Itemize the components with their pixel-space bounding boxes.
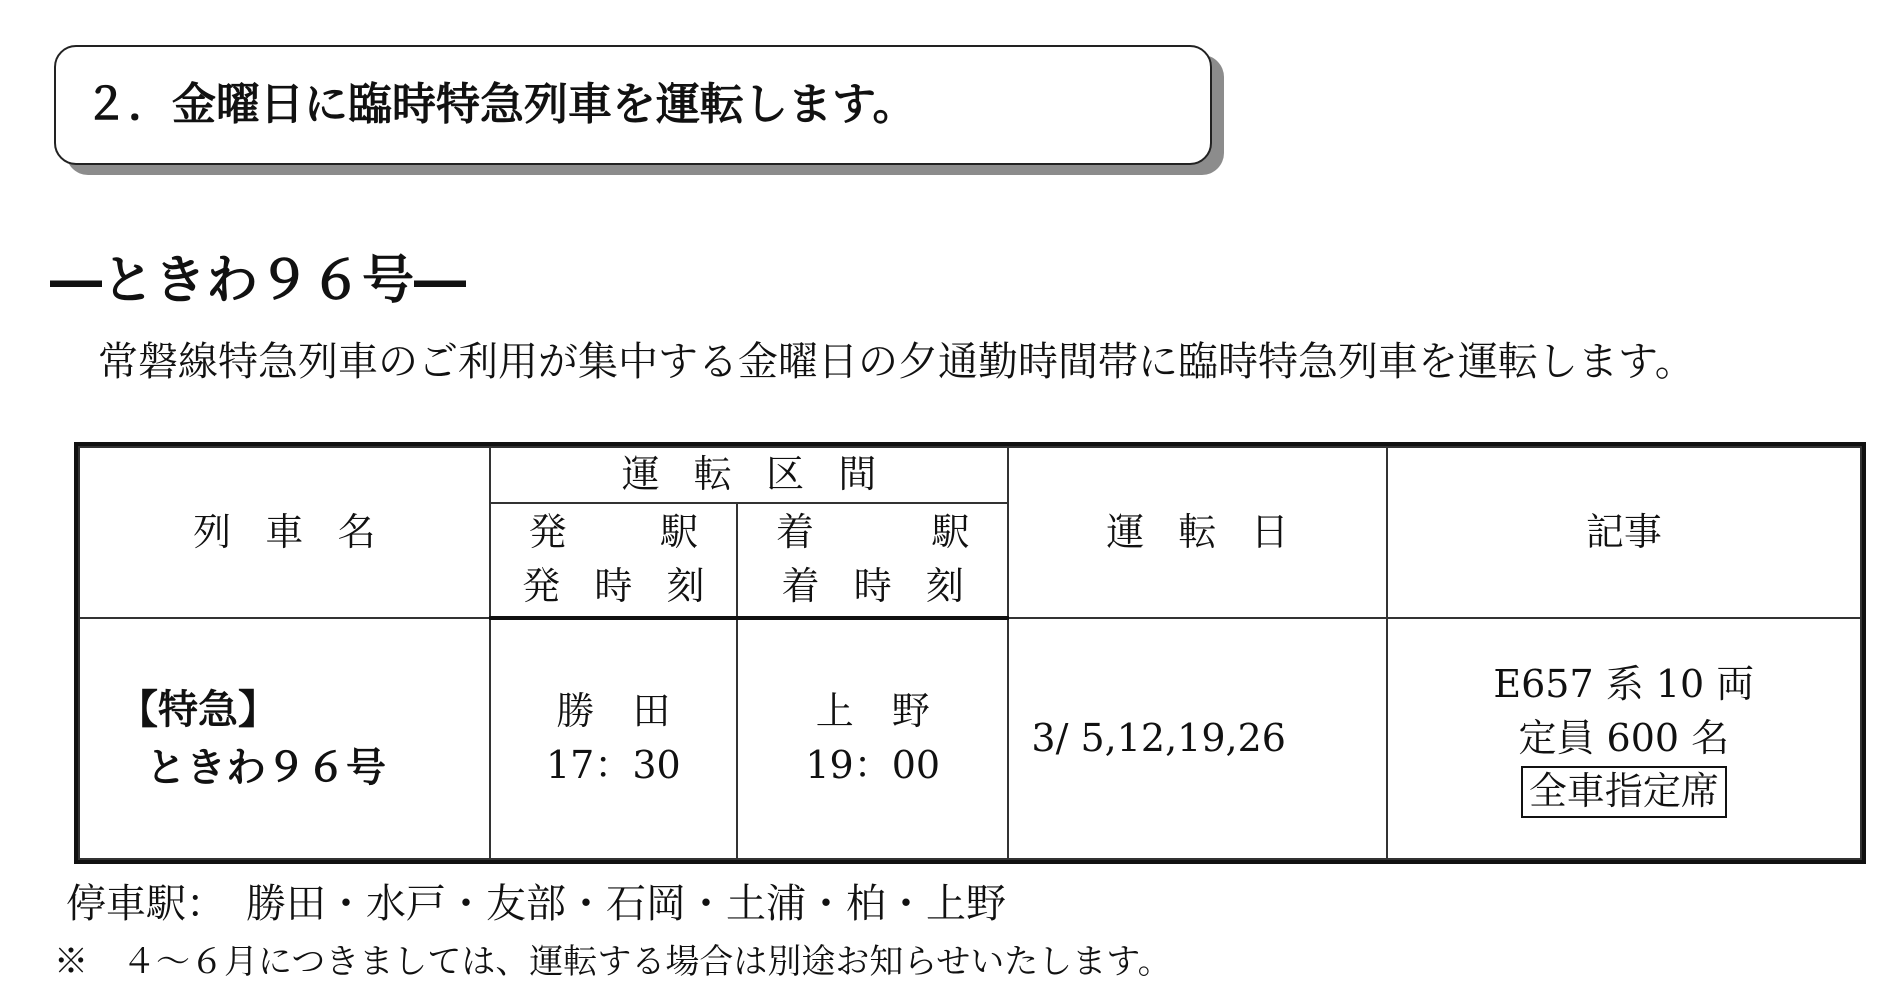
schedule-table bbox=[78, 446, 1862, 860]
arrive-station: 上 野 bbox=[815, 689, 930, 734]
row-arrive bbox=[737, 618, 1008, 859]
train-title: ―ときわ９６号― bbox=[50, 251, 467, 311]
header-train-name: 列車名 bbox=[79, 447, 490, 618]
header-days: 運転日 bbox=[1008, 447, 1386, 618]
header-row-top bbox=[79, 447, 1861, 503]
note-train-set: E657 系 10 両 bbox=[1493, 661, 1755, 706]
header-depart-time: 発時刻 bbox=[522, 564, 739, 608]
note-reserved-badge: 全車指定席 bbox=[1521, 766, 1727, 818]
row-train-name bbox=[79, 618, 490, 859]
row-depart bbox=[490, 618, 737, 859]
schedule-table-frame bbox=[74, 442, 1866, 864]
header-arrive-time: 着時刻 bbox=[781, 564, 999, 608]
depart-station: 勝 田 bbox=[556, 689, 671, 734]
table-row bbox=[79, 618, 1861, 859]
train-type: 【特急】 bbox=[118, 686, 278, 733]
footnote: ※ ４～６月につきましては、運転する場合は別途お知らせいたします。 bbox=[54, 942, 1172, 982]
train-name: ときわ９６号 bbox=[146, 744, 386, 791]
header-depart bbox=[490, 503, 737, 618]
header-arrive bbox=[737, 503, 1008, 618]
row-days: 3/ 5,12,19,26 bbox=[1008, 618, 1386, 859]
note-capacity: 定員 600 名 bbox=[1518, 715, 1730, 760]
section-heading: ２．金曜日に臨時特急列車を運転します。 bbox=[84, 79, 917, 130]
row-notes bbox=[1387, 618, 1861, 859]
header-section: 運転区間 bbox=[490, 447, 1009, 503]
intro-text: 常磐線特急列車のご利用が集中する金曜日の夕通勤時間帯に臨時特急列車を運転します。 bbox=[98, 339, 1695, 385]
header-depart-station: 発 駅 bbox=[528, 510, 699, 555]
depart-time: 17：30 bbox=[545, 743, 681, 787]
stop-stations: 停車駅： 勝田・水戸・友部・石岡・土浦・柏・上野 bbox=[66, 881, 1006, 927]
header-arrive-station: 着 駅 bbox=[776, 510, 970, 555]
arrive-time: 19：00 bbox=[805, 743, 941, 787]
section-heading-box bbox=[54, 45, 1212, 165]
header-notes: 記事 bbox=[1387, 447, 1861, 618]
